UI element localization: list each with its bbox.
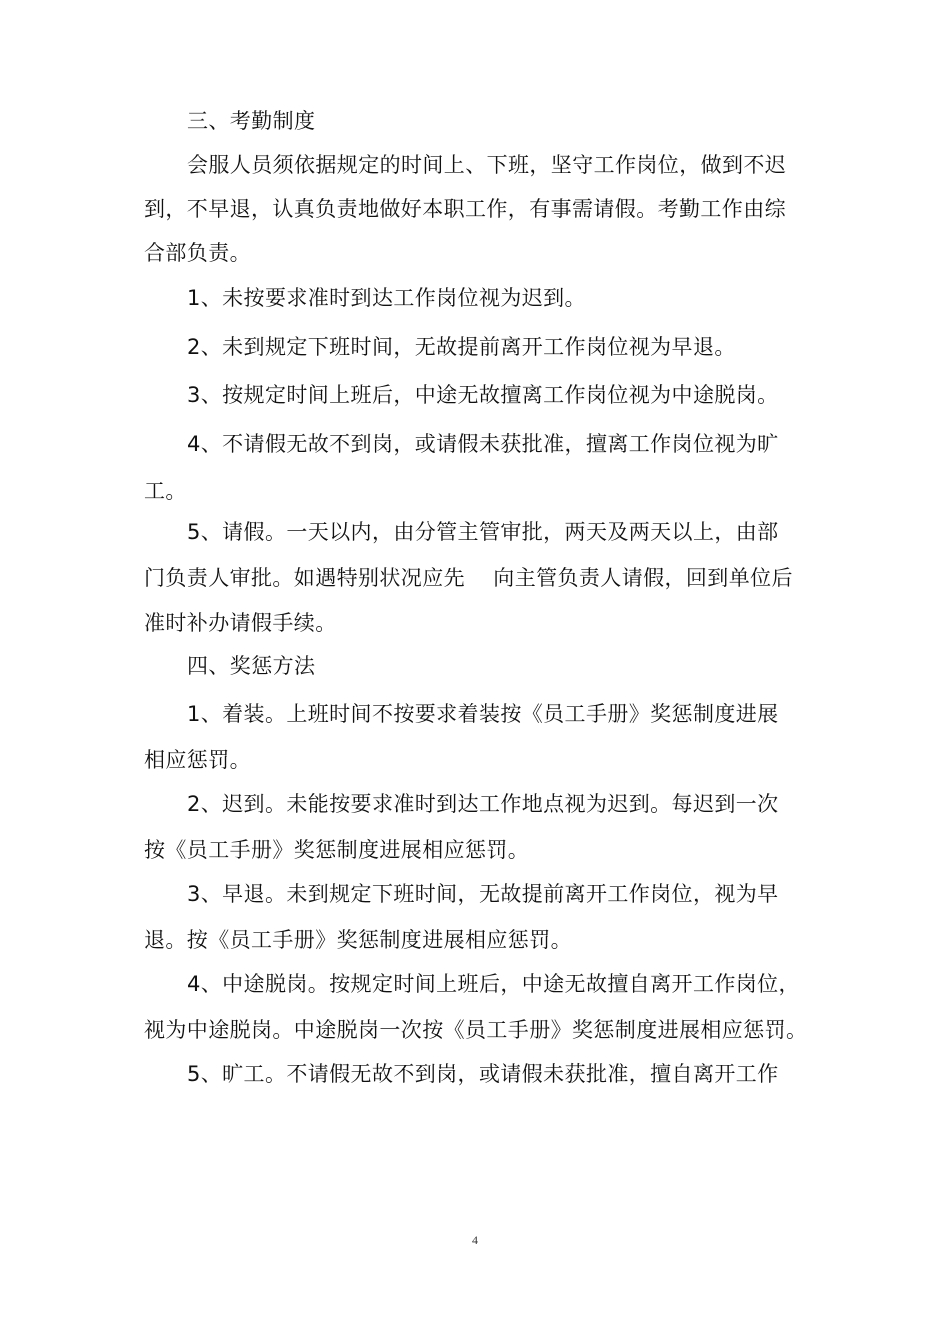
list-item-line: 3、早退。未到规定下班时间，无故提前离开工作岗位，视为早 (187, 882, 779, 906)
list-item-line: 3、按规定时间上班后，中途无故擅离工作岗位视为中途脱岗。 (187, 383, 779, 407)
paragraph-line: 合部负责。 (144, 241, 251, 265)
list-item-line: 准时补办请假手续。 (144, 611, 337, 635)
paragraph-line: 到，不早退，认真负责地做好本职工作，有事需请假。考勤工作由综 (144, 197, 786, 221)
list-item-line: 1、未按要求准时到达工作岗位视为迟到。 (187, 286, 586, 310)
list-item-line: 相应惩罚。 (144, 748, 251, 772)
list-item-line: 2、迟到。未能按要求准时到达工作地点视为迟到。每迟到一次 (187, 792, 779, 816)
list-item-line: 4、中途脱岗。按规定时间上班后，中途无故擅自离开工作岗位， (187, 972, 800, 996)
list-item-line: 门负责人审批。如遇特别状况应先 向主管负责人请假，回到单位后 (144, 566, 793, 590)
list-item-line: 视为中途脱岗。中途脱岗一次按《员工手册》奖惩制度进展相应惩罚。 (144, 1018, 808, 1042)
list-item-line: 退。按《员工手册》奖惩制度进展相应惩罚。 (144, 928, 572, 952)
paragraph-line: 会服人员须依据规定的时间上、下班，坚守工作岗位，做到不迟 (187, 153, 787, 177)
list-item-line: 5、请假。一天以内，由分管主管审批，两天及两天以上，由部 (187, 520, 779, 544)
page-number: 4 (472, 1233, 478, 1247)
list-item-line: 1、着装。上班时间不按要求着装按《员工手册》奖惩制度进展 (187, 702, 779, 726)
list-item-line: 5、旷工。不请假无故不到岗，或请假未获批准，擅自离开工作 (187, 1062, 779, 1086)
list-item-line: 4、不请假无故不到岗，或请假未获批准，擅离工作岗位视为旷 (187, 432, 779, 456)
list-item-line: 2、未到规定下班时间，无故提前离开工作岗位视为早退。 (187, 335, 736, 359)
section-heading-attendance: 三、考勤制度 (187, 109, 316, 133)
list-item-line: 按《员工手册》奖惩制度进展相应惩罚。 (144, 838, 530, 862)
section-heading-rewards: 四、奖惩方法 (187, 654, 316, 678)
list-item-line: 工。 (144, 479, 187, 503)
